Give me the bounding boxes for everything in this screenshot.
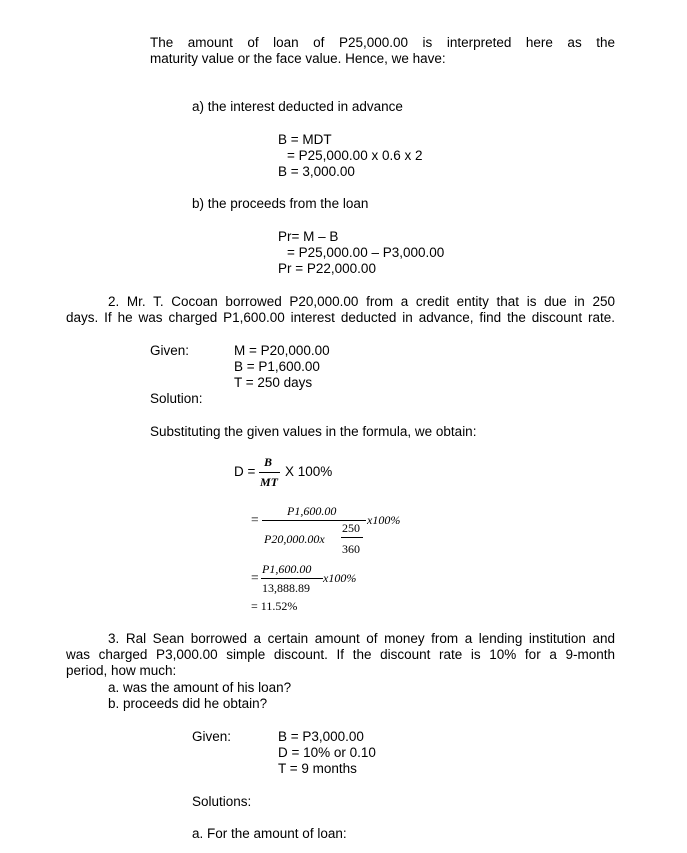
part-b-eq-2: = P25,000.00 – P3,000.00 <box>287 245 445 260</box>
problem-3-solutions-label: Solutions: <box>192 794 252 809</box>
step-2-equals: = <box>251 570 259 585</box>
formula-fraction-bar <box>259 472 280 473</box>
part-a-eq-3: B = 3,000.00 <box>278 164 355 179</box>
problem-3-for-loan: a. For the amount of loan: <box>192 826 347 841</box>
formula-denominator: MT <box>260 475 278 489</box>
problem-3-line-3: period, how much: <box>66 663 177 678</box>
step-2-denominator: 13,888.89 <box>262 581 310 595</box>
step-2-suffix: x100% <box>323 571 357 585</box>
problem-3-sub-b: b. proceeds did he obtain? <box>108 696 268 711</box>
step-2-numerator: P1,600.00 <box>262 562 312 576</box>
part-a-eq-1: B = MDT <box>278 132 332 147</box>
part-b-eq-3: Pr = P22,000.00 <box>278 261 376 276</box>
part-b-eq-1: Pr= M – B <box>278 229 339 244</box>
step-1-equals: = <box>251 512 259 527</box>
problem-3-sub-a: a. was the amount of his loan? <box>108 680 292 695</box>
step-1-suffix: x100% <box>367 513 401 527</box>
problem-2-given-label: Given: <box>150 343 190 358</box>
formula-numerator: B <box>264 455 273 469</box>
part-a-eq-2: = P25,000.00 x 0.6 x 2 <box>287 148 423 163</box>
problem-3-given-d: D = 10% or 0.10 <box>278 745 376 760</box>
problem-2-given-m: M = P20,000.00 <box>234 343 330 358</box>
problem-3-given-label: Given: <box>192 729 232 744</box>
problem-3-line-2: was charged P3,000.00 simple discount. If the discount rate is 10% for a 9-month <box>66 647 615 662</box>
step-1-inner-fraction-bar <box>341 537 363 538</box>
problem-2-line-1: 2. Mr. T. Cocoan borrowed P20,000.00 from a credit entity that is due in 250 <box>108 294 615 309</box>
step-1-inner-numerator: 250 <box>342 521 360 535</box>
problem-2-solution-label: Solution: <box>150 391 203 406</box>
problem-3-line-1: 3. Ral Sean borrowed a certain amount of money from a lending institution and <box>108 631 615 646</box>
intro-line-1: The amount of loan of P25,000.00 is interpreted here as the <box>150 35 615 50</box>
problem-2-given-t: T = 250 days <box>234 375 313 390</box>
step-1-denominator-prefix: P20,000.00x <box>264 532 325 546</box>
problem-2-given-b: B = P1,600.00 <box>234 359 320 374</box>
problem-2-substituting: Substituting the given values in the formula, we obtain: <box>150 424 477 439</box>
problem-3-given-b: B = P3,000.00 <box>278 729 364 744</box>
formula-lhs: D = <box>234 464 256 479</box>
formula-rhs: X 100% <box>285 464 333 479</box>
part-a-label: a) the interest deducted in advance <box>192 99 403 114</box>
intro-line-2: maturity value or the face value. Hence, we have: <box>150 51 446 66</box>
step-1-numerator: P1,600.00 <box>287 504 337 518</box>
problem-3-given-t: T = 9 months <box>278 761 357 776</box>
problem-2-line-2: days. If he was charged P1,600.00 interest deducted in advance, find the discount rate. <box>66 310 615 325</box>
result: = 11.52% <box>251 599 298 613</box>
part-b-label: b) the proceeds from the loan <box>192 196 369 211</box>
step-2-fraction-bar <box>261 578 323 579</box>
step-1-inner-denominator: 360 <box>342 542 360 556</box>
